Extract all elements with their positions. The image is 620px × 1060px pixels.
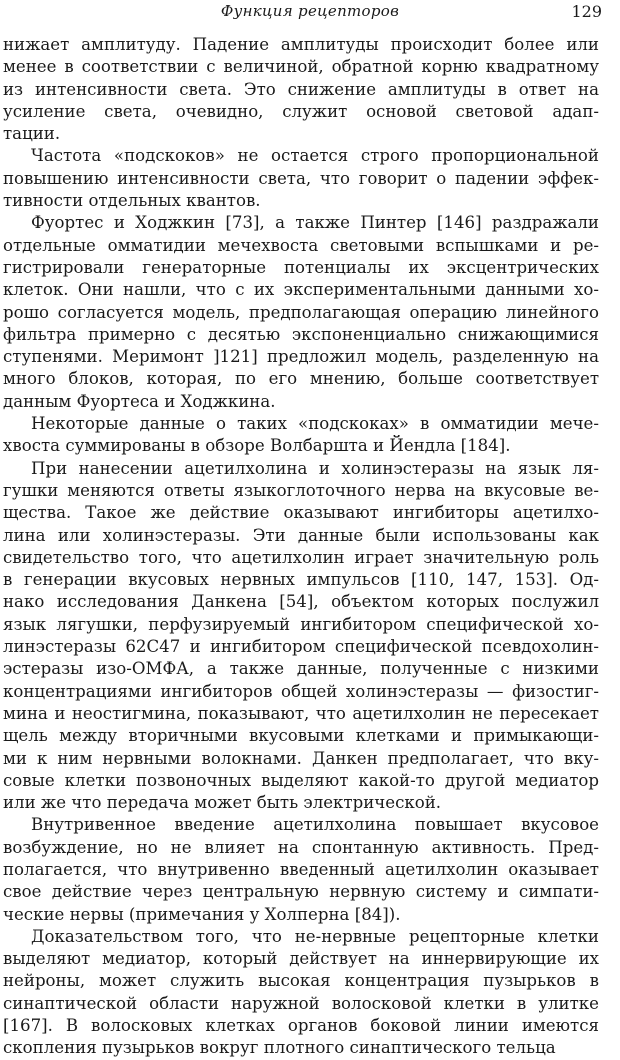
text-line: свидетельство того, что ацетилхолин играет значительную роль (3, 547, 599, 567)
text-line: усиление света, очевидно, служит основой световой адап- (3, 101, 599, 121)
text-line: щества. Такое же действие оказывают ингибиторы ацетилхо- (3, 503, 599, 523)
text-line: данным Фуортеса и Ходжкина. (3, 391, 276, 411)
text-line: фильтра примерно с десятью экспоненциально снижающимися (3, 324, 599, 344)
text-line: скопления пузырьков вокруг плотного синаптического тельца (3, 1038, 556, 1058)
text-line: язык лягушки, перфузируемый ингибитором специфической хо- (3, 614, 599, 634)
text-line: возбуждение, но не влияет на спонтанную активность. Пред- (3, 837, 599, 857)
text-line: свое действие через центральную нервную систему и симпати- (3, 882, 599, 902)
text-line: менее в соответствии с величиной, обратной корню квадратному (3, 57, 599, 77)
page-header (0, 0, 620, 24)
text-line: мина и неостигмина, показывают, что ацетилхолин не пересекает (3, 703, 599, 723)
paragraph (3, 145, 599, 212)
text-line: много блоков, которая, по его мнению, больше соответствует (3, 369, 599, 389)
body-text (3, 34, 599, 1060)
text-line: Фуортес и Ходжкин [73], а также Пинтер [146] раздражали (31, 213, 599, 233)
text-line: ступенями. Меримонт ]121] предложил модель, разделенную на (3, 347, 599, 367)
text-line: нижает амплитуду. Падение амплитуды происходит более или (3, 35, 599, 54)
text-line: линэстеразы 62С47 и ингибитором специфической псевдохолин- (3, 637, 599, 657)
text-line: нако исследования Данкена [54], объектом которых послужил (3, 592, 599, 612)
text-line: [167]. В волосковых клетках органов боковой линии имеются (3, 1016, 599, 1036)
text-line: Доказательством того, что не-нервные рецепторные клетки (31, 926, 599, 946)
text-line: ми к ним нервными волокнами. Данкен предполагает, что вку- (3, 748, 599, 768)
text-line: в генерации вкусовых нервных импульсов [110, 147, 153]. Од- (3, 570, 599, 590)
running-head: Функция рецепторов (220, 2, 400, 20)
text-line: При нанесении ацетилхолина и холинэстеразы на язык ля- (31, 458, 599, 478)
text-line: рошо согласуется модель, предполагающая операцию линейного (3, 302, 599, 322)
paragraph (3, 458, 599, 815)
text-line: Внутривенное введение ацетилхолина повышает вкусовое (31, 815, 599, 835)
text-line: клеток. Они нашли, что с их экспериментальными данными хо- (3, 280, 599, 300)
paragraph (3, 413, 599, 458)
text-line: эстеразы изо-ОМФА, а также данные, полученные с низкими (3, 659, 599, 679)
text-line: из интенсивности света. Это снижение амплитуды в ответ на (3, 79, 599, 99)
text-line: отдельные омматидии мечехвоста световыми вспышками и ре- (3, 235, 599, 255)
text-line: повышению интенсивности света, что говорит о падении эффек- (3, 168, 599, 188)
text-line: полагается, что внутривенно введенный ацетилхолин оказывает (3, 859, 599, 879)
text-line: тивности отдельных квантов. (3, 191, 261, 211)
text-line: гистрировали генераторные потенциалы их эксцентрических (3, 257, 599, 277)
text-line: нейроны, может служить высокая концентрация пузырьков в (3, 971, 599, 991)
text-line: Некоторые данные о таких «подскоках» в омматидии мече- (31, 414, 599, 434)
text-line: лина или холинэстеразы. Эти данные были использованы как (3, 525, 599, 545)
paragraph (3, 212, 599, 413)
text-line: совые клетки позвоночных выделяют какой-то другой медиатор (3, 770, 599, 790)
text-line: тации. (3, 124, 61, 144)
text-line: хвоста суммированы в обзоре Волбарштa и Йендла [184]. (3, 436, 511, 456)
page-number: 129 (571, 2, 602, 21)
text-line: или же что передача может быть электрической. (3, 793, 442, 813)
text-line: гушки меняются ответы языкоглоточного нерва на вкусовые ве- (3, 480, 599, 500)
text-line: концентрациями ингибиторов общей холинэстеразы — физостиг- (3, 681, 599, 701)
text-line: щель между вторичными вкусовыми клетками и примыкающи- (3, 726, 599, 746)
text-line: выделяют медиатор, который действует на иннервирующие их (3, 949, 599, 969)
text-line: ческие нервы (примечания у Холперна [84]). (3, 904, 401, 924)
text-line: Частота «подскоков» не остается строго пропорциональной (31, 146, 599, 166)
paragraph (3, 814, 599, 925)
paragraph (3, 34, 599, 145)
paragraph (3, 926, 599, 1060)
text-line: синаптической области наружной волосковой клетки в улитке (3, 993, 599, 1013)
